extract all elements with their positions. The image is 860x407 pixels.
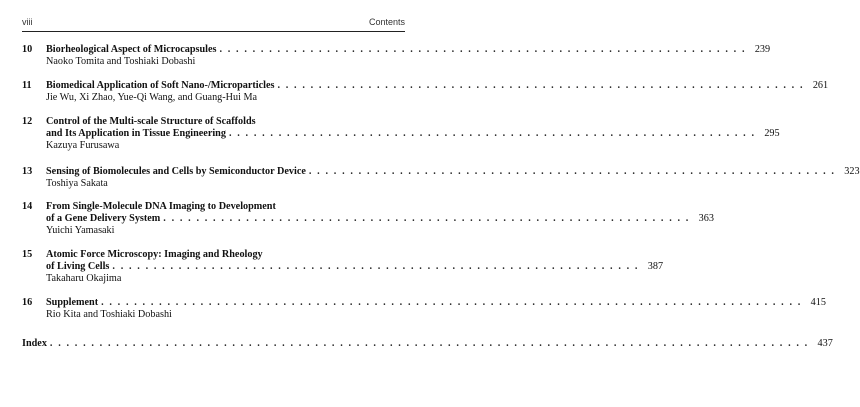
dot-leader: . . . . . . . . . . . . . . . . . . . . . . . . . . . . . . . . . . . . . . . . . . . . . . . . . . . . . . . . . . . . . . . . [228, 128, 756, 139]
dot-leader: . . . . . . . . . . . . . . . . . . . . . . . . . . . . . . . . . . . . . . . . . . . . . . . . . . . . . . . . . . . . . . . . [163, 213, 690, 224]
chapter-title: From Single-Molecule DNA Imaging to Development [46, 201, 276, 212]
chapter-title: Supplement [46, 297, 99, 308]
chapter-title: Sensing of Biomolecules and Cells by Semiconductor Device [46, 166, 306, 177]
chapter-number: 10 [22, 44, 33, 55]
chapter-title: Control of the Multi-scale Structure of Scaffolds [46, 116, 256, 127]
section-title: Contents [368, 17, 405, 27]
page-number: 295 [764, 128, 780, 139]
chapter-authors: Yuichi Yamasaki [46, 225, 115, 236]
page-number: 437 [817, 338, 833, 349]
toc-index-entry[interactable] [22, 338, 833, 350]
dot-leader: . . . . . . . . . . . . . . . . . . . . . . . . . . . . . . . . . . . . . . . . . . . . . . . . . . . . . . . . . . . . . . . . [308, 166, 836, 177]
page-number: 239 [754, 44, 771, 55]
chapter-number: 15 [22, 249, 33, 260]
chapter-number: 11 [22, 80, 32, 91]
chapter-title-continued: of a Gene Delivery System [46, 213, 161, 224]
index-title: Index [22, 338, 47, 349]
chapter-title-continued: of Living Cells [46, 261, 110, 272]
header-rule [22, 31, 405, 32]
dot-leader: . . . . . . . . . . . . . . . . . . . . . . . . . . . . . . . . . . . . . . . . . . . . . . . . . . . . . . . . . . . . . . . . . . . . . . . . . . . . . . . . . . . . . . . . . . . . [49, 338, 809, 349]
page-number: 363 [698, 213, 714, 224]
dot-leader: . . . . . . . . . . . . . . . . . . . . . . . . . . . . . . . . . . . . . . . . . . . . . . . . . . . . . . . . . . . . . . . . [277, 80, 805, 91]
chapter-title: Biomedical Application of Soft Nano-/Microparticles [46, 80, 275, 91]
running-head [22, 15, 405, 31]
chapter-number: 16 [22, 297, 33, 308]
dot-leader: . . . . . . . . . . . . . . . . . . . . . . . . . . . . . . . . . . . . . . . . . . . . . . . . . . . . . . . . . . . . . . . . [112, 261, 640, 272]
chapter-number: 12 [22, 116, 33, 127]
chapter-authors: Rio Kita and Toshiaki Dobashi [46, 309, 172, 320]
dot-leader: . . . . . . . . . . . . . . . . . . . . . . . . . . . . . . . . . . . . . . . . . . . . . . . . . . . . . . . . . . . . . . . . [219, 44, 747, 55]
page-number: 261 [812, 80, 829, 91]
chapter-title: Atomic Force Microscopy: Imaging and Rheology [46, 249, 263, 260]
chapter-title-continued: and Its Application in Tissue Engineering [46, 128, 226, 139]
chapter-authors: Jie Wu, Xi Zhao, Yue-Qi Wang, and Guang-Hui Ma [46, 92, 258, 103]
chapter-authors: Naoko Tomita and Toshiaki Dobashi [46, 56, 196, 67]
chapter-title: Biorheological Aspect of Microcapsules [46, 44, 217, 55]
page-number: 323 [844, 166, 860, 177]
chapter-number: 13 [22, 166, 33, 177]
page-number: 387 [647, 261, 664, 272]
chapter-authors: Toshiya Sakata [46, 178, 108, 189]
dot-leader: . . . . . . . . . . . . . . . . . . . . . . . . . . . . . . . . . . . . . . . . . . . . . . . . . . . . . . . . . . . . . . . . . . . . . . . . . . . . . . . . . . . . . [101, 297, 802, 308]
chapter-authors: Kazuya Furusawa [46, 140, 120, 151]
chapter-authors: Takaharu Okajima [46, 273, 122, 284]
page-number: 415 [810, 297, 826, 308]
page-folio: viii [22, 17, 33, 27]
chapter-number: 14 [22, 201, 33, 212]
